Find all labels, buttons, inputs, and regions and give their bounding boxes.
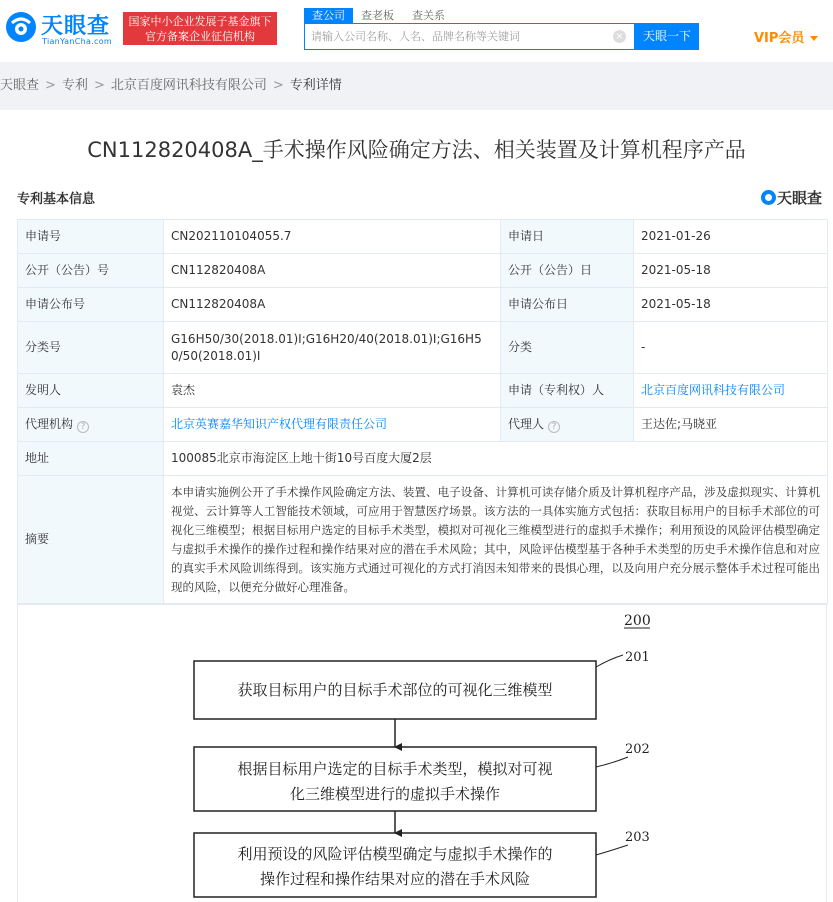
agency-cell — [164, 408, 501, 442]
app-publication-date: 2021-05-18 — [634, 288, 828, 322]
logo-title: 天眼查 — [41, 14, 111, 39]
top-header — [0, 0, 833, 62]
applicant-label: 申请（专利权）人 — [501, 374, 634, 408]
search-box — [304, 23, 635, 50]
step-203-text-line2: 操作过程和操作结果对应的潜在手术风险 — [259, 870, 531, 888]
patent-drawing — [17, 604, 827, 902]
application-number-label: 申请号 — [18, 220, 164, 254]
tab-boss[interactable]: 查老板 — [361, 9, 394, 22]
agent-label: 代理人 — [508, 417, 545, 431]
classification-value: - — [634, 322, 828, 374]
publication-number: CN112820408A — [164, 254, 501, 288]
logo-subtitle: TianYanCha.com — [42, 37, 112, 46]
table-row — [18, 374, 828, 408]
caret-down-icon — [810, 36, 818, 41]
step-201-leader — [596, 655, 623, 667]
logo-icon — [4, 11, 38, 43]
breadcrumb-separator: > — [93, 78, 105, 93]
application-date-label: 申请日 — [501, 220, 634, 254]
app-publication-number: CN112820408A — [164, 288, 501, 322]
applicant-cell — [634, 374, 828, 408]
agent-label-cell — [501, 408, 634, 442]
step-203-label: 203 — [625, 830, 650, 845]
step-202-label: 202 — [625, 742, 650, 757]
publication-number-label: 公开（公告）号 — [18, 254, 164, 288]
step-202-text-line2: 化三维模型进行的虚拟手术操作 — [289, 785, 501, 803]
step-202-text-line1: 根据目标用户选定的目标手术类型，模拟对可视 — [237, 760, 553, 778]
clear-icon[interactable]: × — [613, 30, 626, 43]
abstract-label: 摘要 — [18, 476, 164, 604]
table-row — [18, 288, 828, 322]
search-button[interactable]: 天眼一下 — [635, 23, 699, 50]
vip-label: VIP会员 — [754, 31, 805, 46]
step-203-text-line1: 利用预设的风险评估模型确定与虚拟手术操作的 — [237, 845, 553, 863]
step-201-label: 201 — [625, 650, 650, 665]
table-row — [18, 476, 828, 604]
search-input[interactable] — [311, 24, 611, 49]
application-date: 2021-01-26 — [634, 220, 828, 254]
inventor-label: 发明人 — [18, 374, 164, 408]
publication-date: 2021-05-18 — [634, 254, 828, 288]
app-publication-date-label: 申请公布日 — [501, 288, 634, 322]
official-banner[interactable] — [123, 12, 277, 45]
table-row — [18, 220, 828, 254]
breadcrumb — [0, 72, 342, 100]
address: 100085北京市海淀区上地十街10号百度大厦2层 — [164, 442, 828, 476]
watermark-logo-icon — [761, 190, 776, 205]
tianyancha-watermark — [761, 187, 822, 208]
app-publication-number-label: 申请公布号 — [18, 288, 164, 322]
inventor: 袁杰 — [164, 374, 501, 408]
watermark-text: 天眼查 — [777, 189, 823, 207]
publication-date-label: 公开（公告）日 — [501, 254, 634, 288]
breadcrumb-separator: > — [272, 78, 284, 93]
agency-label-cell — [18, 408, 164, 442]
table-row — [18, 254, 828, 288]
page-title: CN112820408A_手术操作风险确定方法、相关装置及计算机程序产品 — [87, 138, 746, 162]
agency-link[interactable]: 北京英赛嘉华知识产权代理有限责任公司 — [171, 417, 388, 431]
breadcrumb-company[interactable]: 北京百度网讯科技有限公司 — [110, 78, 267, 93]
section-title: 专利基本信息 — [17, 192, 96, 207]
vip-member-menu[interactable] — [754, 27, 818, 46]
abstract: 本申请实施例公开了手术操作风险确定方法、装置、电子设备、计算机可读存储介质及计算机程序产品，涉及虚拟现实、计算机视觉、云计算等人工智能技术领域，可应用于智慧医疗场景。该方法的一具体实施方式包括：获取目标用户的目标手术部位的可视化三维模型；根据目标用户选定的目标手术类型，模拟对可视化三维模型进行的虚拟手术操作；利用预设的风险评估模型确定与虚拟手术操作的操作过程和操作结果对应的潜在手术风险；其中，风险评估模型基于各种手术类型的历史手术操作信息和对应的真实手术风险训练得到。该实施方式通过可视化的方式打消因未知带来的畏惧心理，以及向用户充分展示整体手术过程可能出现的风险，以便充分做好心理准备。 — [164, 476, 828, 604]
patent-info-table — [17, 219, 828, 604]
table-row — [18, 442, 828, 476]
classification-number-label: 分类号 — [18, 322, 164, 374]
agent: 王达佐;马晓亚 — [634, 408, 828, 442]
applicant-link[interactable]: 北京百度网讯科技有限公司 — [641, 383, 786, 397]
breadcrumb-separator: > — [45, 78, 56, 93]
figure-number: 200 — [624, 613, 651, 629]
breadcrumb-patent[interactable]: 专利 — [61, 78, 88, 93]
step-203-leader — [596, 845, 628, 855]
step-201-text: 获取目标用户的目标手术部位的可视化三维模型 — [237, 681, 553, 699]
banner-line-1: 国家中小企业发展子基金旗下 — [128, 15, 272, 28]
banner-line-2: 官方备案企业征信机构 — [145, 30, 255, 43]
classification-label: 分类 — [501, 322, 634, 374]
patent-detail-card — [0, 110, 833, 902]
flowchart — [18, 605, 826, 902]
tab-company[interactable]: 查公司 — [304, 8, 353, 24]
breadcrumb-home[interactable]: 天眼查 — [0, 78, 40, 93]
step-202-leader — [596, 757, 628, 767]
address-label: 地址 — [18, 442, 164, 476]
help-icon[interactable]: ? — [77, 421, 89, 433]
tab-relation[interactable]: 查关系 — [412, 9, 445, 22]
help-icon[interactable]: ? — [548, 421, 560, 433]
application-number: CN202110104055.7 — [164, 220, 501, 254]
classification-number: G16H50/30(2018.01)I;G16H20/40(2018.01)I;G16H50/50(2018.01)I — [164, 322, 501, 374]
table-row — [18, 322, 828, 374]
agency-label: 代理机构 — [25, 417, 74, 431]
table-row — [18, 408, 828, 442]
breadcrumb-current: 专利详情 — [289, 78, 342, 93]
tianyancha-logo[interactable] — [4, 9, 116, 49]
